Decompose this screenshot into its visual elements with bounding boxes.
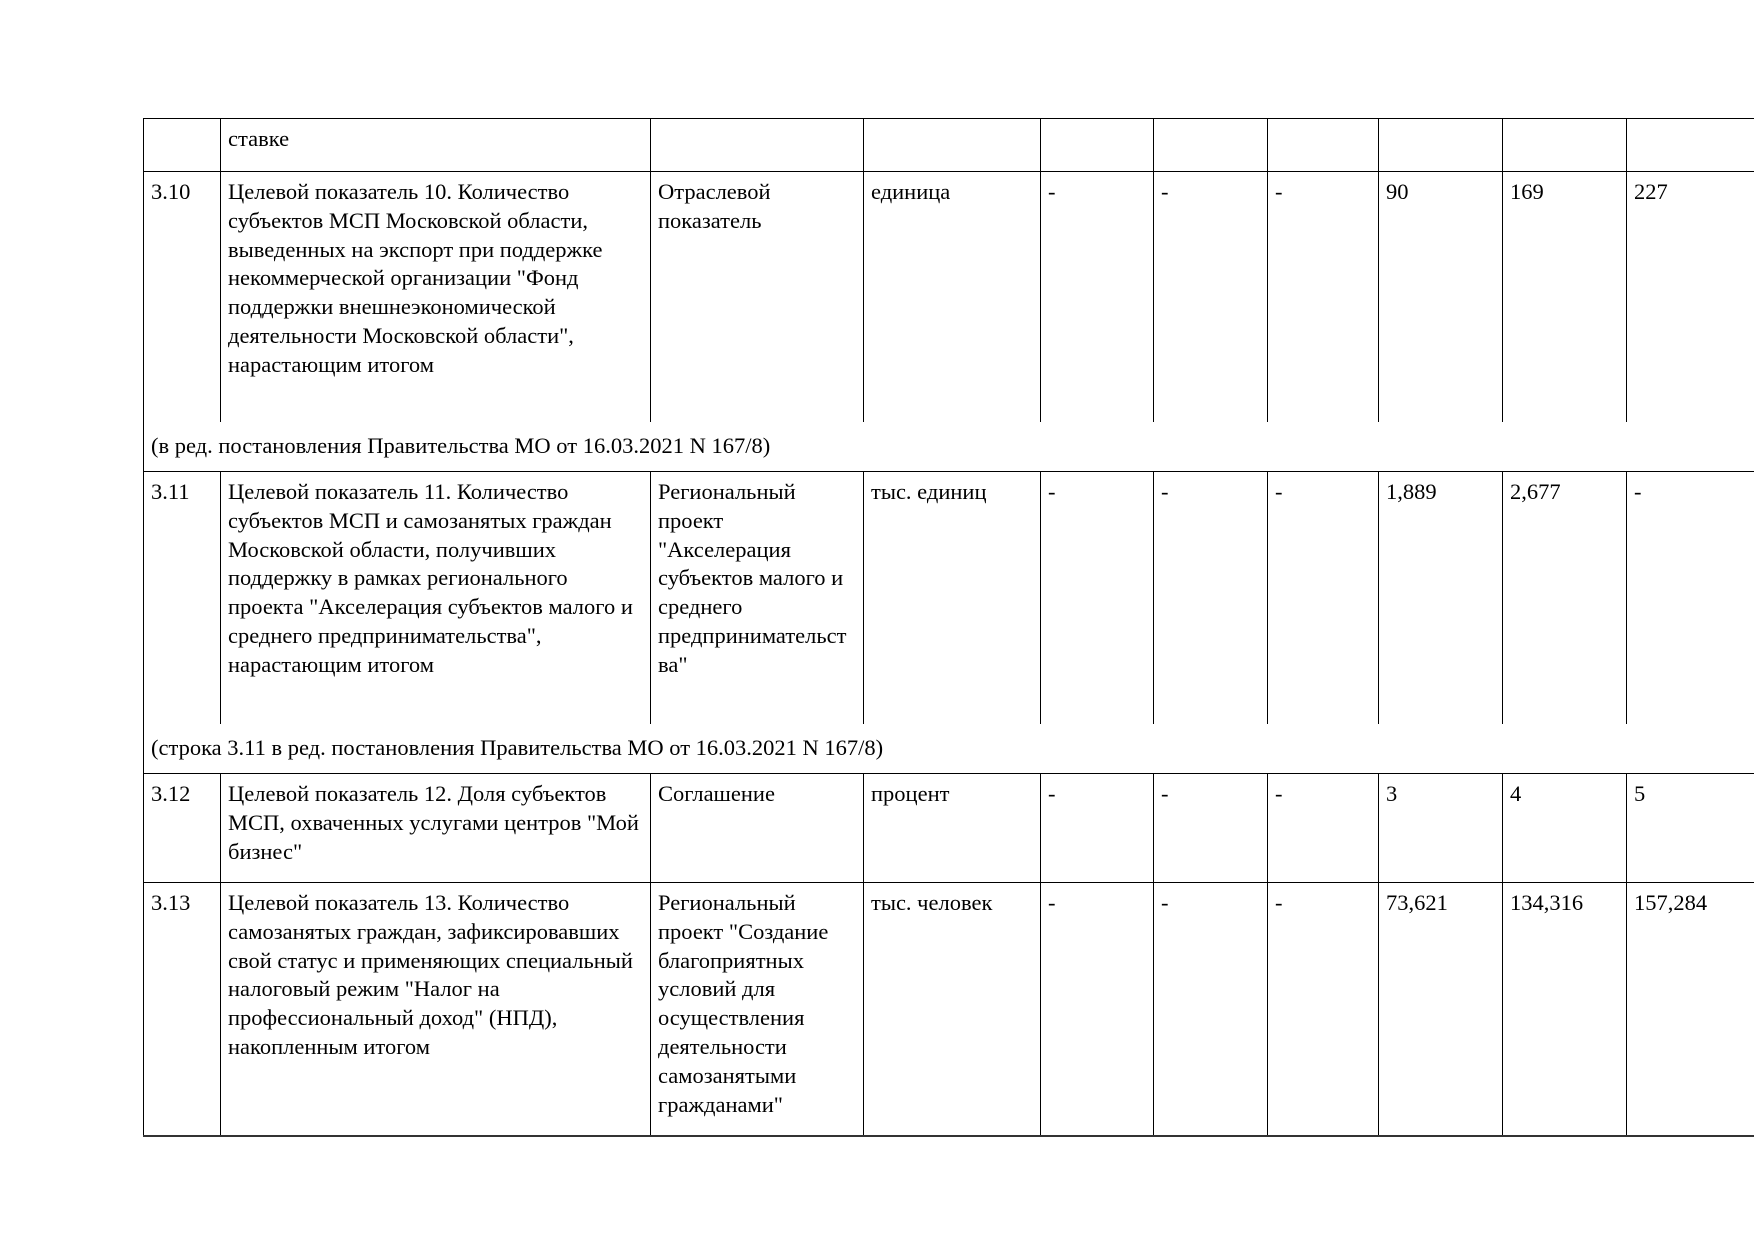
amendment-note: (в ред. постановления Правительства МО от 16.03.2021 N 167/8) — [144, 422, 1754, 472]
table-cell: - — [1627, 472, 1754, 724]
table-cell: - — [1154, 172, 1268, 422]
indicator-name-cell: Целевой показатель 13. Количество самозанятых граждан, зафиксировавших свой статус и применяющих специальный налоговый режим "Налог на профессиональный доход" (НПД), накопленным итогом — [221, 883, 651, 1136]
row-number-cell: 3.13 — [144, 883, 221, 1136]
indicator-name-cell: ставке — [221, 119, 651, 172]
table-cell: единица — [864, 172, 1041, 422]
table-cell: тыс. единиц — [864, 472, 1041, 724]
table-cell: - — [1268, 472, 1379, 724]
table-cell: - — [1041, 472, 1154, 724]
table-cell: 134,316 — [1503, 883, 1627, 1136]
table-cell: - — [1041, 172, 1154, 422]
table-cell — [1268, 119, 1379, 172]
amendment-note: (строка 3.11 в ред. постановления Правительства МО от 16.03.2021 N 167/8) — [144, 724, 1754, 774]
table-row — [144, 472, 1754, 724]
table-cell: - — [1154, 472, 1268, 724]
table-cell: - — [1268, 883, 1379, 1136]
table-cell: 1,889 — [1379, 472, 1503, 724]
table-row — [144, 774, 1754, 883]
indicator-name-cell: Целевой показатель 11. Количество субъектов МСП и самозанятых граждан Московской области, получивших поддержку в рамках регионального проекта "Акселерация субъектов малого и среднего предпринимательства", нарастающим итогом — [221, 472, 651, 724]
table-cell — [1503, 119, 1627, 172]
table-cell: 4 — [1503, 774, 1627, 883]
row-number-cell — [144, 119, 221, 172]
table-cell: 2,677 — [1503, 472, 1627, 724]
indicators-table — [143, 118, 1754, 1137]
table-cell — [651, 119, 864, 172]
table-cell: - — [1041, 883, 1154, 1136]
table-cell: - — [1268, 774, 1379, 883]
table-cell: тыс. человек — [864, 883, 1041, 1136]
amendment-note-row — [144, 422, 1754, 472]
table-cell: 3 — [1379, 774, 1503, 883]
table-cell: 169 — [1503, 172, 1627, 422]
table-cell: - — [1154, 774, 1268, 883]
indicator-name-cell: Целевой показатель 10. Количество субъектов МСП Московской области, выведенных на экспорт при поддержке некоммерческой организации "Фонд поддержки внешнеэкономической деятельности Московской области", нарастающим итогом — [221, 172, 651, 422]
table-cell: - — [1268, 172, 1379, 422]
table-cell — [1154, 119, 1268, 172]
table-cell: Отраслевой показатель — [651, 172, 864, 422]
table-row — [144, 883, 1754, 1136]
indicator-name-cell: Целевой показатель 12. Доля субъектов МСП, охваченных услугами центров "Мой бизнес" — [221, 774, 651, 883]
table-cell — [864, 119, 1041, 172]
table-row — [144, 119, 1754, 172]
table-row — [144, 172, 1754, 422]
row-number-cell: 3.12 — [144, 774, 221, 883]
table-cell: 90 — [1379, 172, 1503, 422]
table-cell: 5 — [1627, 774, 1754, 883]
table-cell — [1627, 119, 1754, 172]
table-cell: 227 — [1627, 172, 1754, 422]
table-cell: - — [1154, 883, 1268, 1136]
table-cell: Региональный проект "Акселерация субъектов малого и среднего предпринимательства" — [651, 472, 864, 724]
table-cell: Соглашение — [651, 774, 864, 883]
row-number-cell: 3.11 — [144, 472, 221, 724]
table-cell — [1379, 119, 1503, 172]
table-cell — [1041, 119, 1154, 172]
table-cell: - — [1041, 774, 1154, 883]
table-cell: 157,284 — [1627, 883, 1754, 1136]
table-cell: процент — [864, 774, 1041, 883]
table-cell: Региональный проект "Создание благоприятных условий для осуществления деятельности самозанятыми гражданами" — [651, 883, 864, 1136]
row-number-cell: 3.10 — [144, 172, 221, 422]
table-cell: 73,621 — [1379, 883, 1503, 1136]
amendment-note-row — [144, 724, 1754, 774]
